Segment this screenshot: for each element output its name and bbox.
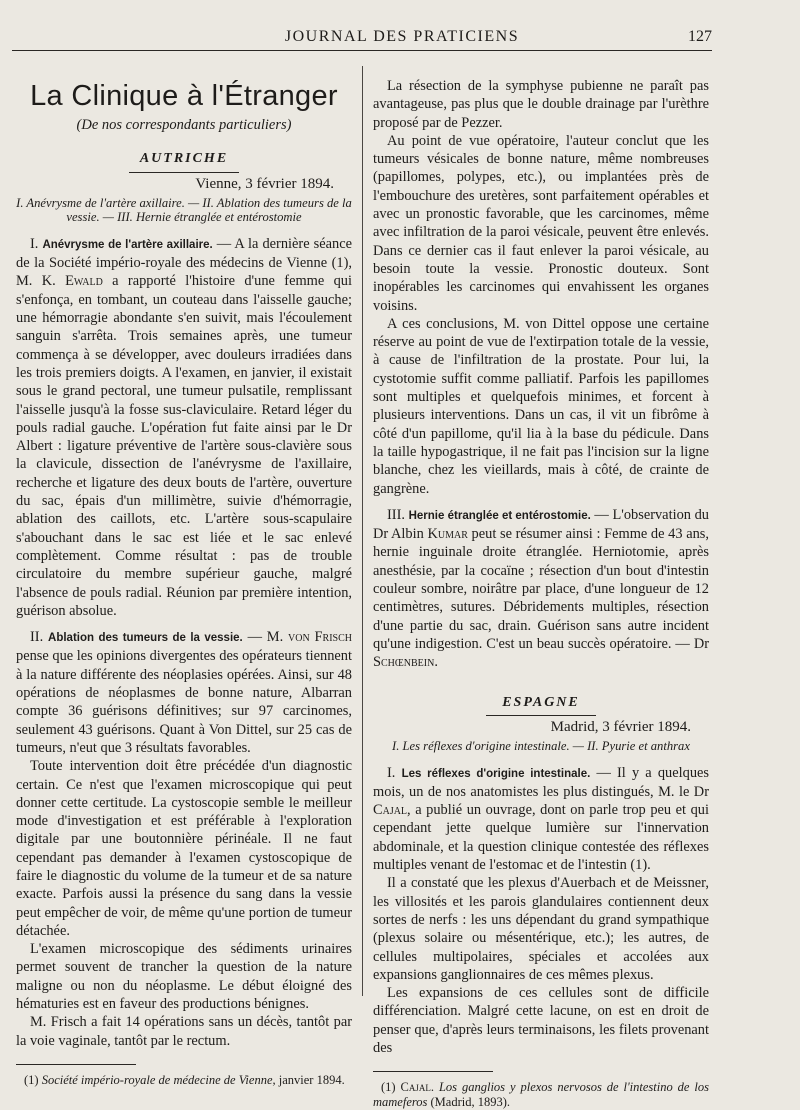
country-rule xyxy=(486,715,596,716)
left-column xyxy=(16,70,352,1088)
section-subtitle: (De nos correspondants particuliers) xyxy=(76,117,292,133)
footnote-right xyxy=(373,1080,709,1110)
paragraph-aneurysm xyxy=(16,235,352,620)
item-number: II. xyxy=(30,629,44,646)
paragraph-operations: M. Frisch a fait 14 opérations sans un décès, tantôt par la voie vaginale, tantôt par le rectum. xyxy=(16,1014,352,1049)
paragraph-symphysis: La résection de la symphyse pubienne ne paraît pas avantageuse, pas plus que le double drainage par l'urèthre proposé par de Pezzer. xyxy=(373,78,709,131)
paragraph-gap xyxy=(373,680,709,688)
paragraph-bladder-tumors xyxy=(16,628,352,757)
column-divider xyxy=(362,66,363,996)
dateline-vienna: Vienne, 3 février 1894. xyxy=(195,175,334,192)
country-heading-spain: ESPAGNE xyxy=(502,694,580,710)
paragraph-gap xyxy=(16,620,352,628)
page-number: 127 xyxy=(688,28,712,45)
footnote-source: Los ganglios y plexos nervosos de l'intestino de los mameferos xyxy=(373,1080,709,1110)
item-number: I. xyxy=(387,764,396,781)
footnote-rule xyxy=(373,1071,493,1072)
article-summary-spain: I. Les réflexes d'origine intestinale. — II. Pyurie et anthrax xyxy=(392,739,690,754)
paragraph-text: — A la dernière séance de la Société império-royale des médecins de Vienne (1), M. K. xyxy=(16,235,352,290)
footnote-date: (Madrid, 1893). xyxy=(427,1095,511,1110)
paragraph-text: , a publié un ouvrage, dont on parle trop peu et qui cependant jette quelque lumière sur l'innervation abdominale, et la question clinique contestée des réflexes multiples venant de l'estomac et de l'intestin (1). xyxy=(373,802,709,874)
author-name: Kumar xyxy=(427,526,468,543)
runin-heading-aneurysm: Anévrysme de l'artère axillaire. xyxy=(42,238,213,251)
footnote-source: Société império-royale de médecine de Vienne, xyxy=(41,1072,276,1087)
footnote-date: janvier 1894. xyxy=(275,1072,345,1087)
runin-heading-hernia: Hernie étranglée et entérostomie. xyxy=(408,509,591,522)
paragraph-text: peut se résumer ainsi : Femme de 43 ans, hernie inguinale droite étranglée. Herniotomie, après anesthésie, par la cocaïne ; résection d'un bout d'intestin couleur sombre, noirâtre par place, d'une longueur de 12 centimètres, sutures. Débridements multiples, résection d'une partie du sac, drain. Guérison sans autre incident qu'une indigestion. C'est un beau succès opératoire. — Dr xyxy=(373,526,709,652)
paragraph-text: — Il y a quelques mois, un de nos anatomistes les plus distingués, M. le Dr xyxy=(373,764,710,800)
paragraph-reflexes xyxy=(373,764,709,875)
paragraph-expansions: Les expansions de ces cellules sont de difficile différenciation. Malgré cette lacune, on est en droit de penser que, d'après leurs terminaisons, les filets provenant des xyxy=(373,985,709,1057)
paragraph-conclusions: Au point de vue opératoire, l'auteur conclut que les tumeurs vésicales de bonne nature, même nombreuses (papillomes, polypes, etc.), ou implantées près de l'embouchure des uretères, sont parfaitement opérables et avec un pronostic favorable, que les carcinomes, même avec infiltration de la paroi vésicale, peuvent être enlevés. Dans ce dernier cas il faut enlever la paroi vésicale, au besoin toute la vessie. Pronostic douteux. Sont inopérables les carcinomes qui envahissent les organes voisins. xyxy=(373,132,709,314)
running-header xyxy=(12,28,712,48)
footnote-author: Cajal. xyxy=(400,1080,434,1095)
paragraph-text: — L'observation du Dr Albin xyxy=(373,506,709,543)
article-summary-austria: I. Anévrysme de l'artère axillaire. — II. Ablation des tumeurs de la vessie. — III. Hernie étranglée et entérostomie xyxy=(16,195,352,225)
paragraph-text: — M. xyxy=(242,629,289,646)
paragraph-plexus: Il a constaté que les plexus d'Auerbach et de Meissner, les villosités et les parois glandulaires contiennent deux sortes de nerfs : les uns dépendant du grand sympathique (plexus solaire ou mésentérique, etc.); les autres, de cellules multipolaires, spéciales et accolées aux expansions ganglionnaires de ces mêmes plexus. xyxy=(373,875,709,983)
paragraph-microscopy: L'examen microscopique des sédiments urinaires permet souvent de trancher la question de la nature maligne ou non du néoplasme. Le début éloigné des hématuries est en faveur des productions bénignes. xyxy=(16,941,352,1013)
runin-heading-reflexes: Les réflexes d'origine intestinale. xyxy=(401,767,591,780)
footnote-marker: (1) xyxy=(24,1072,42,1087)
paragraph-text: a rapporté l'histoire d'une femme qui s'enfonça, en tombant, un couteau dans l'aisselle gauche; une hémorragie abondante s'en suivit, mais l'écoulement sanguin s'arrêta. Trois semaines après, une tumeur commença à se développer, avec douleurs irradiées dans les trois premiers doigts. A l'examen, en janvier, il existait sous le grand pectoral, une tumeur pulsatile, remplissant l'aisselle jusqu'à la fosse sus-claviculaire. Retard léger du pouls radial gauche. L'opération fut faite ainsi par le Dr Albert : ligature préventive de l'artère sous-clavière sous la clavicule, dissection de l'anévrysme de l'axillaire, recherche et ligature des deux bouts de l'artère, ouverture du sac, épais d'un millimètre, suivie d'hémorragie, ablation des caillots, etc. L'artère sous-scapulaire s'abouchant dans le sac est liée et le sac enlevé complètement. Comme résultat : pas de trouble circulatoire du membre supérieur gauche, malgré l'absence de pouls radial. Réunion par première intention, guérison absolue. xyxy=(16,273,352,619)
country-heading-austria: AUTRICHE xyxy=(139,151,229,167)
item-number: I. xyxy=(30,235,39,252)
author-name: von Frisch xyxy=(288,629,352,646)
footnote-left xyxy=(16,1073,352,1088)
author-name: Ewald xyxy=(65,273,103,290)
paragraph-text: pense que les opinions divergentes des opérateurs tiennent à la nature différente des néoplasies opérées. Ainsi, sur 48 opérations de néoplasmes de bonne nature, Albarran compte 36 guérisons définitives; sur 97 carcinomes, seulement 43 guérisons. Quant à Von Dittel, sur 25 cas de tumeurs, n'eut que 3 résultats favorables. xyxy=(16,648,352,756)
country-rule xyxy=(129,172,239,173)
signature: Schœnbein. xyxy=(373,654,438,671)
footnote-rule xyxy=(16,1064,136,1065)
item-number: III. xyxy=(387,506,405,523)
header-rule xyxy=(12,50,712,51)
author-name: Cajal xyxy=(373,802,408,819)
right-column xyxy=(373,77,709,1110)
journal-title: JOURNAL DES PRATICIENS xyxy=(284,28,520,45)
paragraph-gap xyxy=(373,498,709,506)
dateline-madrid: Madrid, 3 février 1894. xyxy=(550,718,691,735)
paragraph-hernia xyxy=(373,506,709,672)
footnote-marker: (1) xyxy=(381,1080,401,1095)
paragraph-dittel: A ces conclusions, M. von Dittel oppose une certaine réserve au point de vue de l'extirpation totale de la vessie, à cause de l'infiltration de la prostate. Pour lui, la cystotomie suffit comme palliatif. Parfois les papillomes sont multiples et quelquefois minimes, et forcent à plusieurs interventions. Dans un cas, il vit un fibrôme à côté d'un papillome, qu'il lia à la base du pédicule. Dans la taille hypogastrique, il ne fait pas l'incision sur la ligne blanche, chez les vieillards, mais à côté, de crainte de gangrène. xyxy=(373,315,709,497)
paragraph-diagnosis: Toute intervention doit être précédée d'un diagnostic certain. Ce n'est que l'examen microscopique qui peut donner cette certitude. La cystoscopie semble le meilleur mode d'investigation et est préférable à l'exploration digitale par une boutonnière périnéale. Il ne faut cependant pas demander à l'examen cystoscopique de faire le diagnostic du volume de la tumeur et de sa nature exacte. Parfois aussi la présence du sang dans la vessie peut empêcher de voir, de même qu'une portion de tumeur détachée. xyxy=(16,758,352,939)
paragraph-gap xyxy=(373,672,709,680)
runin-heading-bladder: Ablation des tumeurs de la vessie. xyxy=(48,632,243,645)
section-title: La Clinique à l'Étranger xyxy=(30,80,338,112)
